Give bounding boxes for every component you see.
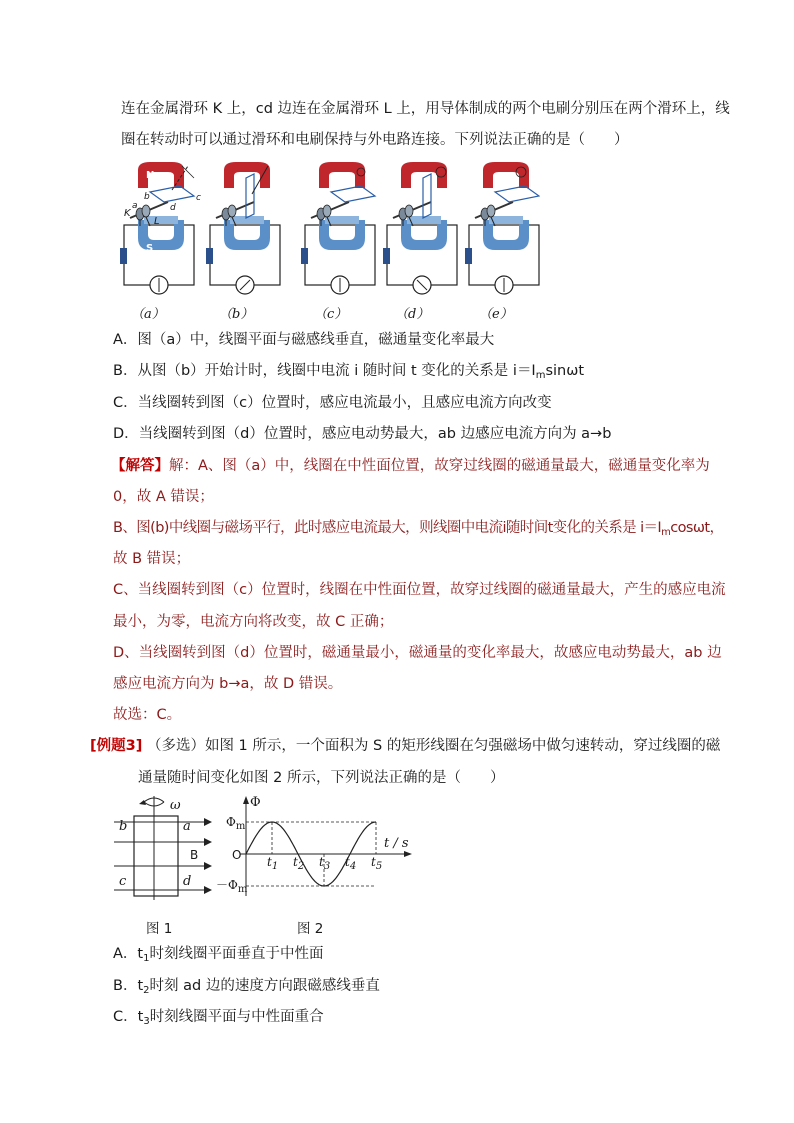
answer-line-3: B、图(b)中线圈与磁场平行，此时感应电流最大，则线圈中电流i随时间t变化的关系是 $i=I_m\cos\omega t$， — [113, 520, 724, 538]
answer-line-5: C、当线圈转到图（c）位置时，线圈在中性面位置，故穿过线圈的磁通量最大，产生的感应电流 — [113, 582, 726, 598]
answer-line-6: 最小，为零，电流方向将改变，故 C 正确； — [113, 614, 394, 630]
option-C: C．当线圈转到图（c）位置时，感应电流最小，且感应电流方向改变 — [113, 395, 552, 411]
fig2-phi-m: $\Phi_m$ — [226, 815, 246, 832]
fig2-tick-3: $t_3$ — [319, 855, 331, 872]
option2-C: C．$t_3$时刻线圈平面与中性面重合 — [113, 1009, 324, 1027]
option-B: B．从图（b）开始计时，线圈中电流 i 随时间 t 变化的关系是 $i=I_m\sin\omega t$ — [113, 363, 585, 381]
figure-1-coil — [112, 796, 222, 901]
coil-label-c: c — [196, 193, 201, 203]
label-K: K — [124, 208, 131, 219]
caption-d: （d） — [395, 307, 430, 322]
caption-e: （e） — [479, 307, 513, 322]
fig2-t-axis: t / s — [384, 836, 409, 851]
figure-2-caption: 图 2 — [297, 921, 324, 937]
label-L: L — [154, 216, 160, 227]
intro-line-2: 圈在转动时可以通过滑环和电刷保持与外电路连接。下列说法正确的是（ ） — [121, 132, 629, 148]
coil-label-a: a — [132, 201, 138, 211]
coil-label-d: d — [170, 203, 176, 213]
fig2-neg-phi-m: $-\Phi_m$ — [216, 878, 248, 895]
generator-figures — [110, 160, 540, 325]
fig1-label-a: a — [183, 819, 191, 834]
omega-label: ω — [170, 798, 181, 813]
answer-line-7: D、当线圈转到图（d）位置时，磁通量最小，磁通量的变化率最大，故感应电动势最大，ab 边 — [113, 645, 722, 661]
option2-A: A．$t_1$时刻线圈平面垂直于中性面 — [113, 946, 324, 964]
fig2-tick-4: $t_4$ — [345, 855, 357, 872]
label-N: N — [146, 170, 155, 181]
caption-c: （c） — [314, 307, 348, 322]
example3-line-1: [例题3] （多选）如图 1 所示，一个面积为 S 的矩形线圈在匀强磁场中做匀速转动，穿过线圈的磁 — [90, 738, 721, 754]
fig2-origin: O — [232, 848, 242, 862]
answer-line-4: 故 B 错误； — [113, 551, 191, 567]
option-A: A．图（a）中，线圈平面与磁感线垂直，磁通量变化率最大 — [113, 332, 495, 348]
fig2-tick-1: $t_1$ — [267, 855, 279, 872]
caption-b: （b） — [219, 307, 254, 322]
answer-line-2: 0，故 A 错误； — [113, 489, 214, 505]
fig1-label-c: c — [119, 874, 127, 889]
coil-label-b: b — [144, 192, 150, 202]
fig2-y-label: Φ — [250, 795, 261, 810]
intro-line-1: 连在金属滑环 K 上，cd 边连在金属滑环 L 上，用导体制成的两个电刷分别压在两个滑环上，线 — [121, 101, 730, 117]
caption-a: （a） — [131, 307, 165, 322]
fig2-tick-5: $t_5$ — [371, 855, 383, 872]
fig1-label-d: d — [183, 874, 192, 889]
fig1-label-b: b — [119, 819, 128, 834]
example3-line-2: 通量随时间变化如图 2 所示，下列说法正确的是（ ） — [138, 770, 505, 786]
figure-1-caption: 图 1 — [146, 921, 173, 937]
answer-line-8: 感应电流方向为 b→a，故 D 错误。 — [113, 676, 343, 692]
answer-line-1: 【解答】解：A、图（a）中，线圈在中性面位置，故穿过线圈的磁通量最大，磁通量变化率为 — [111, 458, 710, 474]
fig2-tick-2: $t_2$ — [293, 855, 305, 872]
answer-line-9: 故选：C。 — [113, 707, 182, 723]
option2-B: B．$t_2$时刻 ad 边的速度方向跟磁感线垂直 — [113, 978, 380, 996]
label-S: S — [146, 243, 154, 254]
option-D: D．当线圈转到图（d）位置时，感应电动势最大，ab 边感应电流方向为 a→b — [113, 426, 612, 442]
fig1-label-B: B — [190, 848, 199, 862]
